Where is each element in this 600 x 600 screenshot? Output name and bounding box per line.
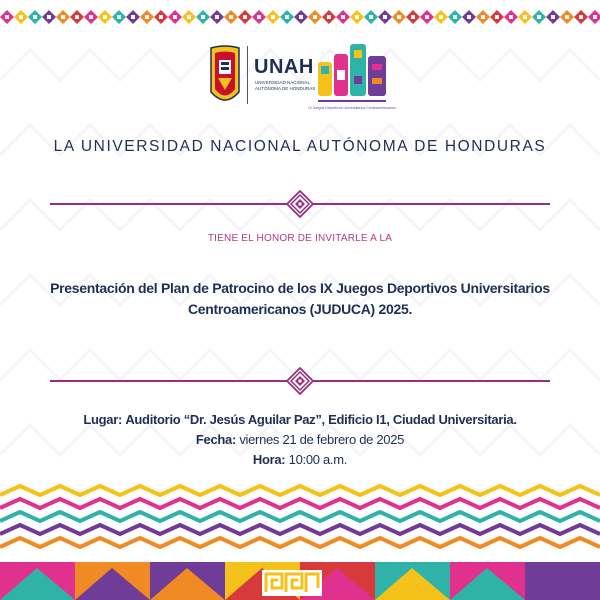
top-pattern-band (0, 10, 600, 24)
event-title-line1: Presentación del Plan de Patrocino de los IX Juegos Deportivos Universitarios (50, 280, 550, 296)
event-title-line2: Centroamericanos (JUDUCA) 2025. (187, 301, 413, 317)
university-headline: LA UNIVERSIDAD NACIONAL AUTÓNOMA DE HONDURAS (53, 138, 547, 155)
unah-wordmark: UNAH (254, 56, 314, 78)
hora-value: 10:00 a.m. (288, 452, 348, 467)
event-details (0, 410, 600, 470)
logo-divider (247, 46, 248, 104)
hora-row (0, 450, 600, 470)
lugar-value: Auditorio “Dr. Jesús Aguilar Paz”, Edificio I1, Ciudad Universitaria. (125, 412, 517, 427)
fecha-row (0, 430, 600, 450)
bottom-pattern (0, 478, 600, 600)
juduca-caption: IX Juegos Deportivos Universitarios Centroamericanos (308, 106, 396, 110)
diamond-ornament-icon (286, 190, 314, 218)
invite-line: TIENE EL HONOR DE INVITARLE A LA (207, 233, 393, 244)
lugar-row (0, 410, 600, 430)
diamond-ornament-icon (286, 367, 314, 395)
fecha-label: Fecha: (195, 432, 237, 447)
juduca-logo (308, 40, 396, 120)
unah-subtitle: UNIVERSIDAD NACIONAL AUTÓNOMA DE HONDURAS (255, 80, 316, 91)
hora-label: Hora: (252, 452, 286, 467)
lugar-label: Lugar: (83, 412, 123, 427)
event-title (40, 278, 560, 320)
fecha-value: viernes 21 de febrero de 2025 (239, 432, 405, 447)
unah-seal-logo (208, 44, 242, 108)
